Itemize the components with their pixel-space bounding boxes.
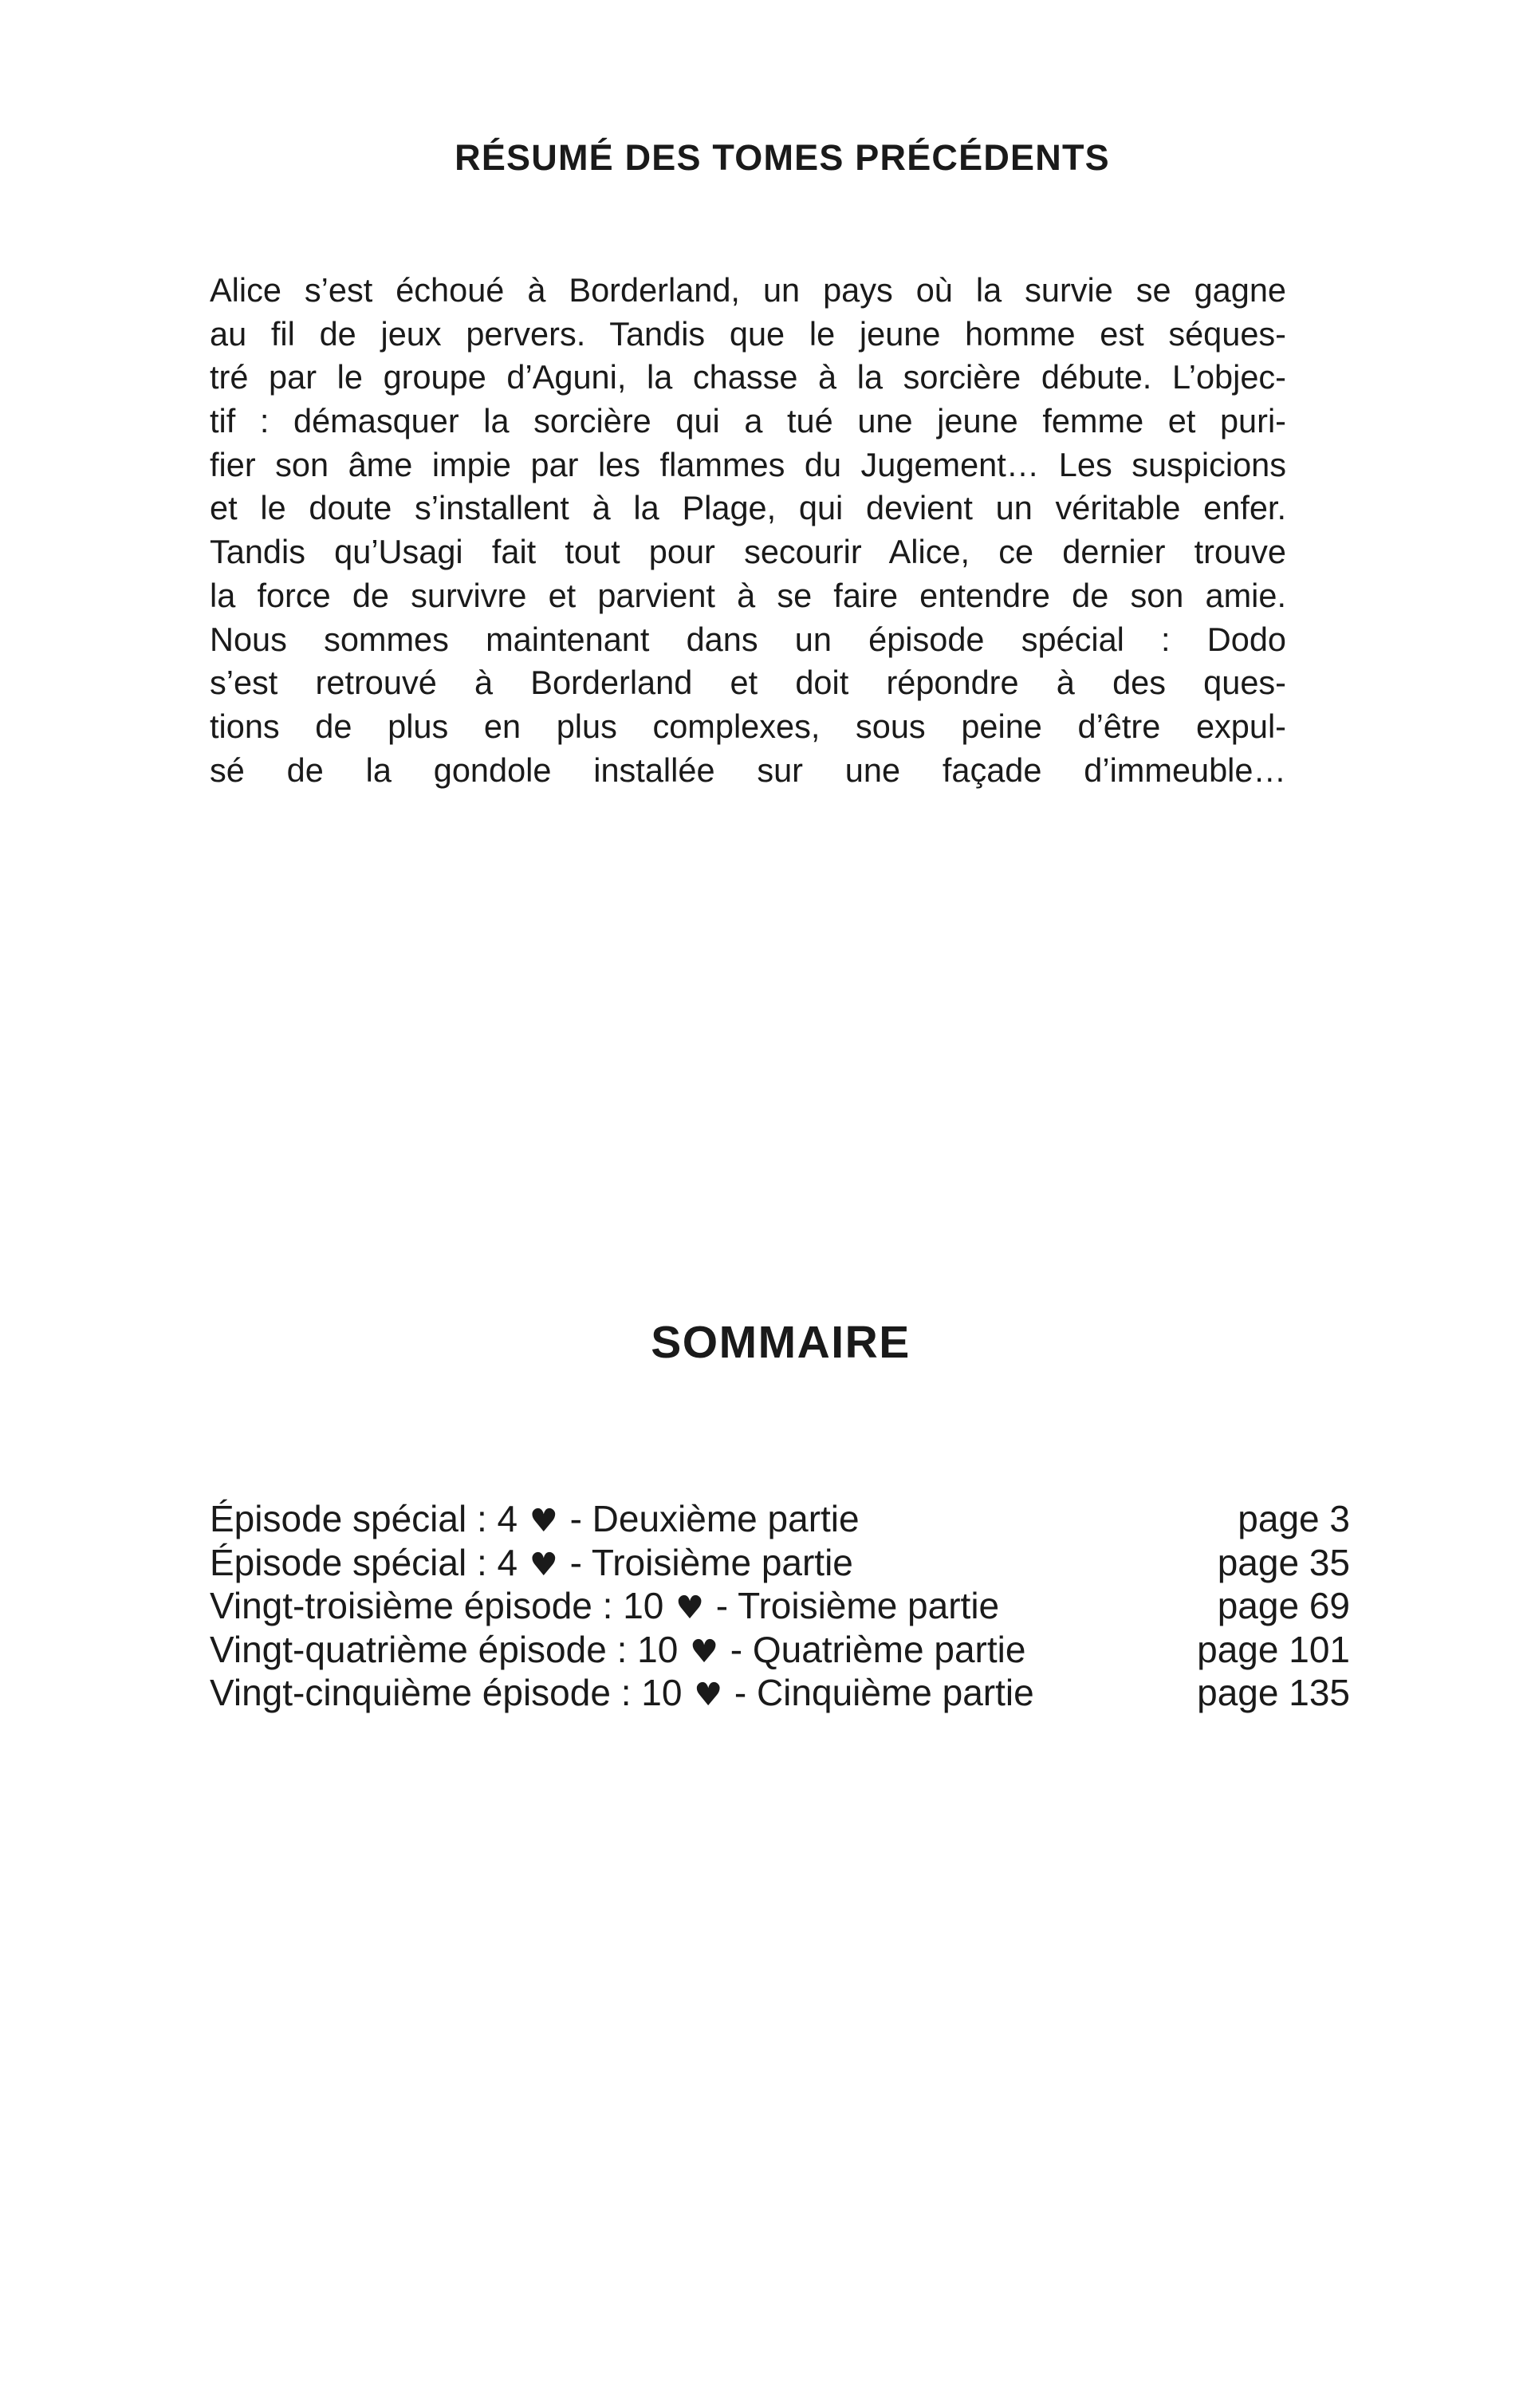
- toc-entry: [210, 1671, 1350, 1715]
- toc-entry-page: page 101: [1197, 1628, 1350, 1670]
- toc-entry-prefix: Vingt-troisième épisode : 10: [210, 1585, 664, 1626]
- summary-line: Alice s’est échoué à Borderland, un pays où la survie se gagne: [210, 271, 1286, 309]
- toc-entry: [210, 1628, 1350, 1672]
- summary-line: sé de la gondole installée sur une façade d’immeuble…: [210, 751, 1286, 789]
- summary-heading: RÉSUMÉ DES TOMES PRÉCÉDENTS: [455, 137, 1110, 178]
- toc-heading: SOMMAIRE: [651, 1317, 911, 1368]
- summary-line: la force de survivre et parvient à se faire entendre de son amie.: [210, 576, 1286, 614]
- toc-entry: [210, 1541, 1350, 1585]
- toc-entry-title: [210, 1541, 853, 1587]
- heart-icon: ♥: [690, 1633, 718, 1670]
- summary-paragraph: [210, 269, 1286, 792]
- toc-entry-prefix: Épisode spécial : 4: [210, 1541, 518, 1583]
- toc-entry-title: [210, 1584, 999, 1630]
- toc-entry-suffix: - Troisième partie: [569, 1541, 853, 1583]
- toc-entry-suffix: - Quatrième partie: [730, 1628, 1026, 1670]
- heart-icon: ♥: [529, 1503, 558, 1539]
- heart-icon: ♥: [529, 1546, 558, 1583]
- table-of-contents: [210, 1497, 1350, 1715]
- toc-entry-title: [210, 1628, 1025, 1674]
- summary-line: s’est retrouvé à Borderland et doit répondre à des ques-: [210, 664, 1286, 702]
- toc-entry-prefix: Épisode spécial : 4: [210, 1498, 518, 1539]
- toc-entry-prefix: Vingt-quatrième épisode : 10: [210, 1628, 679, 1670]
- toc-entry: [210, 1497, 1350, 1541]
- toc-entry-page: page 69: [1217, 1585, 1350, 1626]
- heart-icon: ♥: [675, 1590, 705, 1626]
- summary-line: et le doute s’installent à la Plage, qui devient un véritable enfer.: [210, 489, 1286, 527]
- summary-line: Tandis qu’Usagi fait tout pour secourir Alice, ce dernier trouve: [210, 533, 1286, 571]
- summary-line: Nous sommes maintenant dans un épisode spécial : Dodo: [210, 620, 1286, 658]
- summary-line: tions de plus en plus complexes, sous peine d’être expul-: [210, 707, 1286, 745]
- toc-entry-suffix: - Deuxième partie: [569, 1498, 860, 1539]
- toc-entry-page: page 35: [1217, 1541, 1350, 1583]
- toc-entry-page: page 135: [1197, 1672, 1350, 1713]
- toc-entry-suffix: - Troisième partie: [715, 1585, 1000, 1626]
- toc-entry: [210, 1584, 1350, 1628]
- toc-entry-title: [210, 1671, 1034, 1717]
- summary-line: fier son âme impie par les flammes du Jugement… Les suspicions: [210, 445, 1286, 483]
- toc-entry-suffix: - Cinquième partie: [734, 1672, 1034, 1713]
- toc-entry-title: [210, 1497, 860, 1543]
- toc-entry-page: page 3: [1238, 1498, 1350, 1539]
- summary-line: au fil de jeux pervers. Tandis que le jeune homme est séques-: [210, 314, 1286, 353]
- toc-entry-prefix: Vingt-cinquième épisode : 10: [210, 1672, 683, 1713]
- summary-line: tif : démasquer la sorcière qui a tué une jeune femme et puri-: [210, 402, 1286, 440]
- summary-line: tré par le groupe d’Aguni, la chasse à la sorcière débute. L’objec-: [210, 358, 1286, 396]
- heart-icon: ♥: [694, 1677, 723, 1713]
